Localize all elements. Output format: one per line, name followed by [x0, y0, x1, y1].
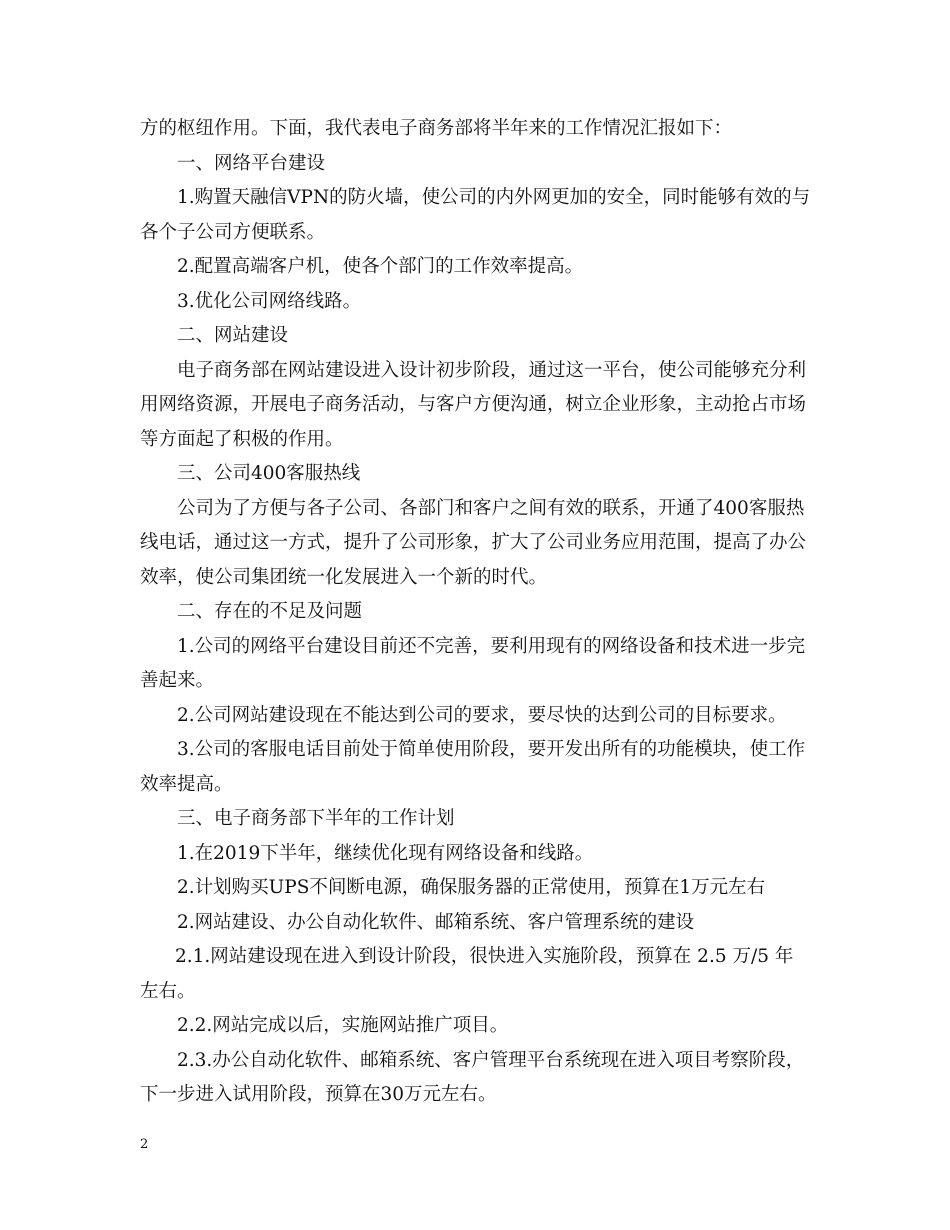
body-text-line: 效率，使公司集团统一化发展进入一个新的时代。 [140, 566, 548, 588]
list-item-firewall: 1.购置天融信VPN的防火墙，使公司的内外网更加的安全，同时能够有效的与 [177, 187, 811, 208]
body-text-line: 下一步进入试用阶段，预算在30万元左右。 [140, 1084, 497, 1105]
list-item-plan-office-automation: 2.3.办公自动化软件、邮箱系统、客户管理平台系统现在进入项目考察阶段， [177, 1049, 805, 1071]
section-heading-hotline: 三、公司400客服热线 [177, 463, 361, 484]
body-text-line: 左右。 [140, 980, 196, 1002]
body-text-line: 善起来。 [140, 670, 215, 691]
list-item-plan-systems: 2.网站建设、办公自动化软件、邮箱系统、客户管理系统的建设 [177, 911, 695, 933]
list-item-plan-ups: 2.计划购买UPS不间断电源，确保服务器的正常使用，预算在1万元左右 [177, 877, 766, 898]
section-heading-website: 二、网站建设 [177, 325, 289, 346]
section-heading-plan: 三、电子商务部下半年的工作计划 [177, 808, 455, 829]
body-text-line: 用网络资源，开展电子商务活动，与客户方便沟通，树立企业形象，主动抢占市场 [140, 394, 807, 415]
list-item-plan-website-promo: 2.2.网站完成以后，实施网站推广项目。 [177, 1015, 509, 1036]
list-item-network-lines: 3.优化公司网络线路。 [177, 290, 362, 312]
list-item-plan-website-build: 2.1.网站建设现在进入到设计阶段，很快进入实施阶段，预算在 2.5 万/5 年 [175, 946, 794, 967]
list-item-plan-network: 1.在2019下半年，继续优化现有网络设备和线路。 [177, 842, 594, 864]
list-item-problem-platform: 1.公司的网络平台建设目前还不完善，要利用现有的网络设备和技术进一步完 [177, 635, 806, 657]
list-item-problem-website: 2.公司网站建设现在不能达到公司的要求，要尽快的达到公司的目标要求。 [177, 704, 787, 726]
body-text-line: 方的枢纽作用。下面，我代表电子商务部将半年来的工作情况汇报如下： [140, 118, 733, 139]
document-body [140, 112, 812, 1113]
paragraph-website-line: 电子商务部在网站建设进入设计初步阶段，通过这一平台，使公司能够充分利 [177, 359, 807, 381]
body-text-line: 等方面起了积极的作用。 [140, 428, 344, 450]
body-text-line: 效率提高。 [140, 773, 233, 795]
section-heading-network-platform: 一、网络平台建设 [177, 152, 326, 174]
paragraph-hotline-line: 公司为了方便与各子公司、各部门和客户之间有效的联系，开通了400客服热 [177, 497, 805, 519]
list-item-problem-hotline: 3.公司的客服电话目前处于简单使用阶段，要开发出所有的功能模块，使工作 [177, 739, 806, 760]
list-item-client-machines: 2.配置高端客户机，使各个部门的工作效率提高。 [177, 256, 584, 277]
page-number: 2 [140, 1137, 149, 1152]
section-heading-problems: 二、存在的不足及问题 [177, 601, 363, 622]
body-text-line: 线电话，通过这一方式，提升了公司形象，扩大了公司业务应用范围，提高了办公 [140, 532, 807, 553]
body-text-line: 各个子公司方便联系。 [140, 221, 326, 243]
